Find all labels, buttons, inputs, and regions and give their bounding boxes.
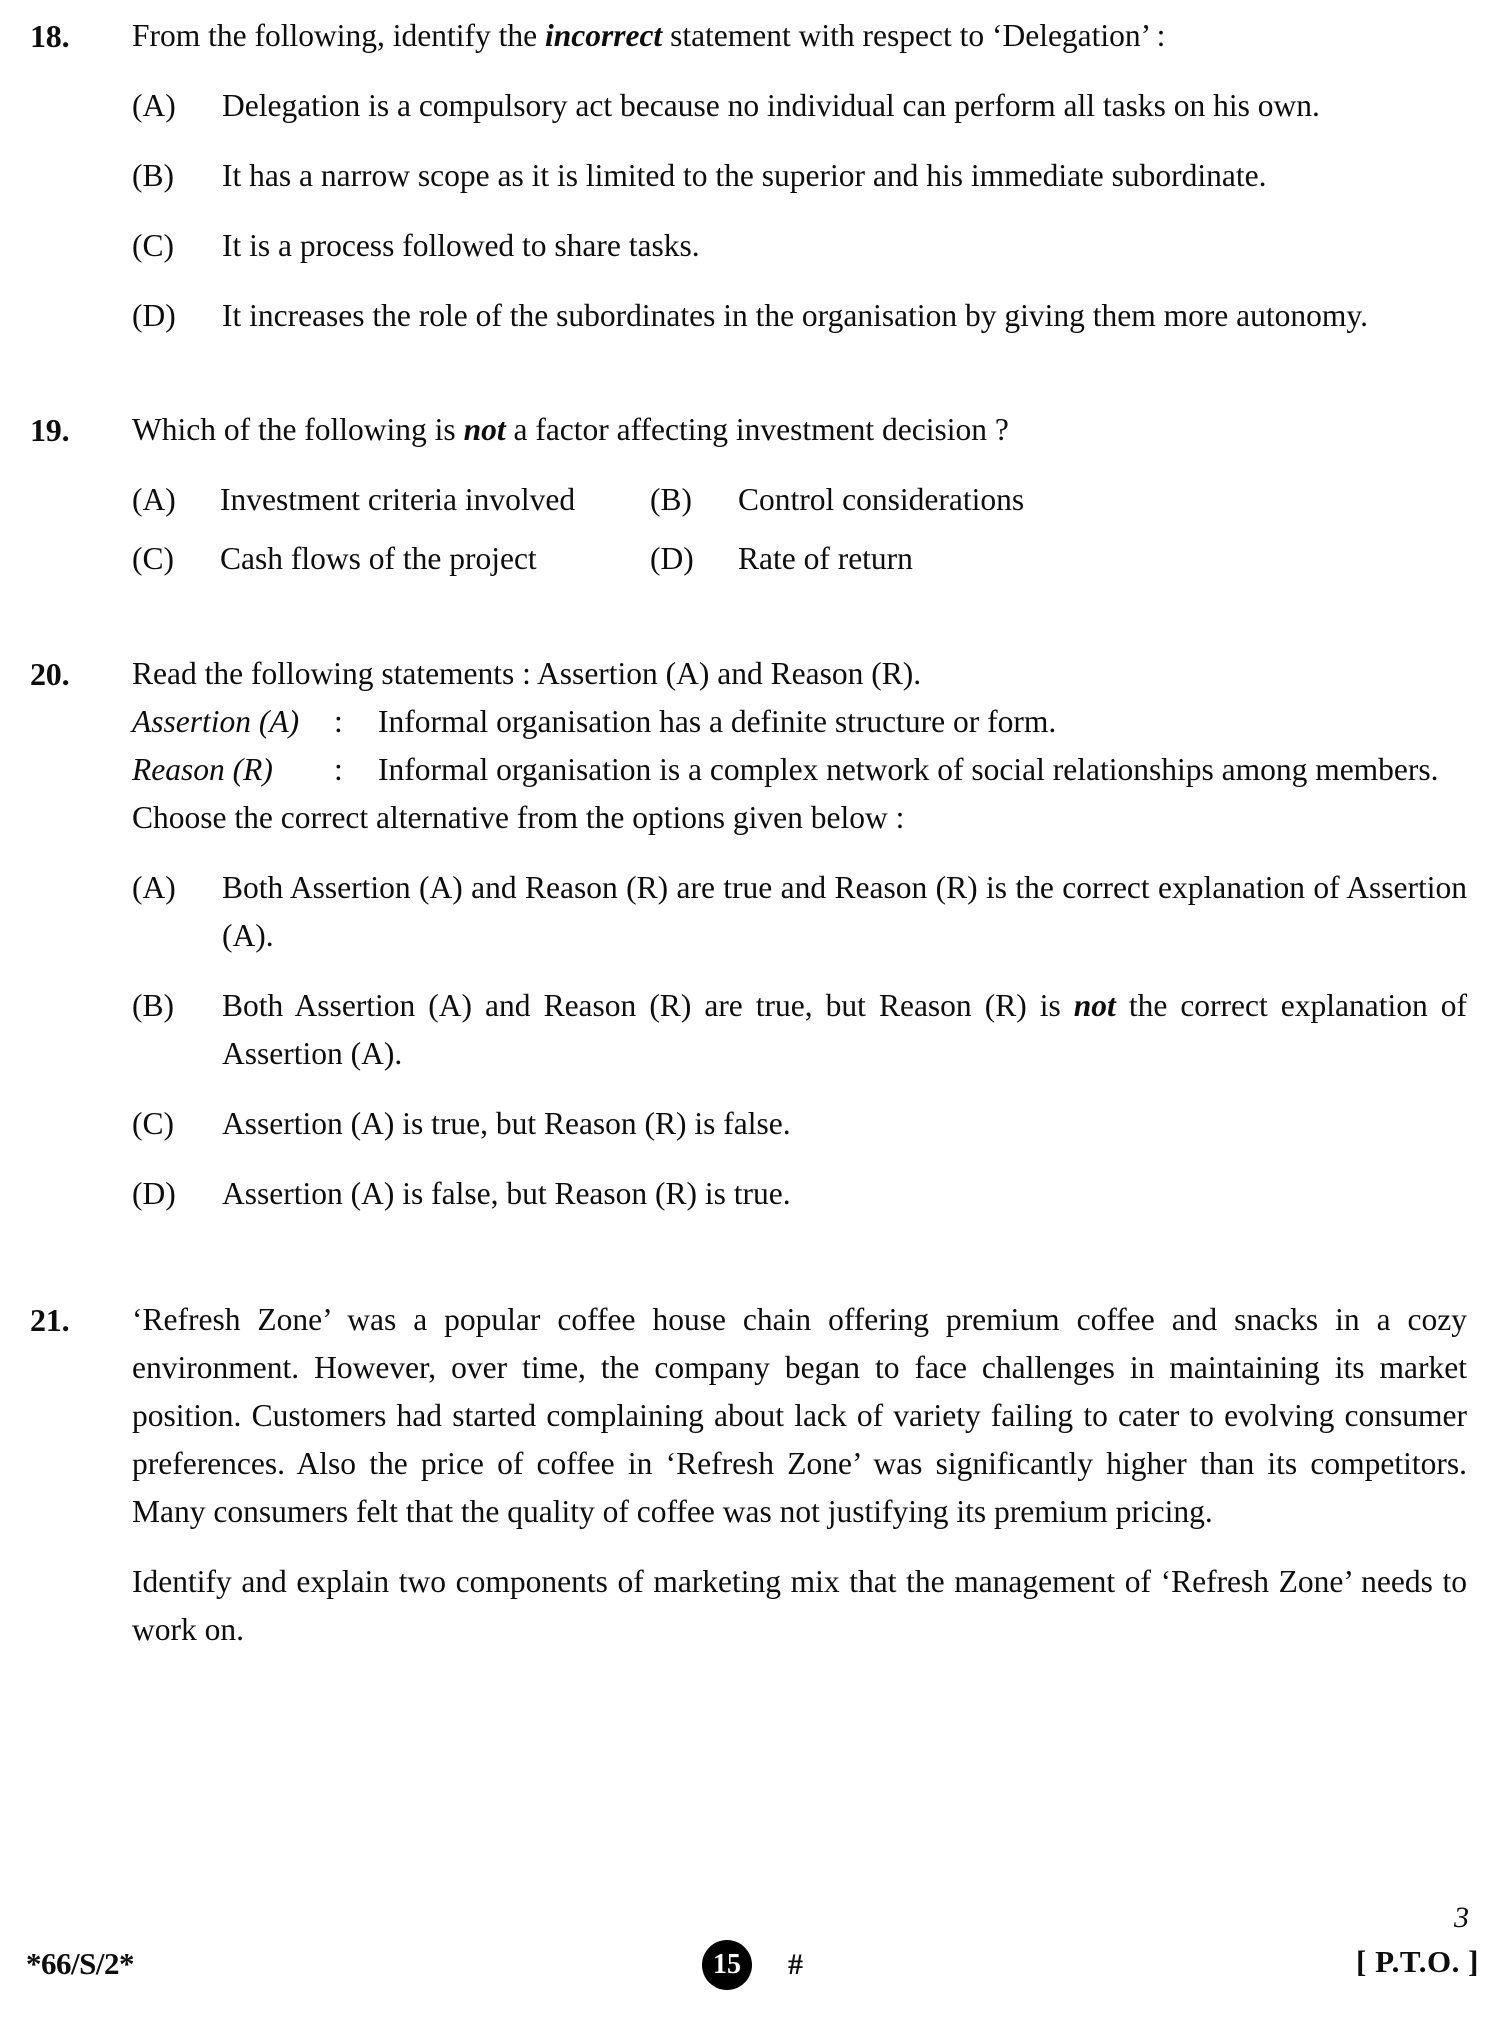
option-label: (B): [650, 482, 692, 517]
option-label: (A): [132, 482, 176, 517]
question-19-option-d[interactable]: [650, 535, 913, 583]
question-21: [30, 1296, 1467, 1536]
pto-label: [ P.T.O. ]: [1356, 1944, 1479, 1979]
question-20-option-d[interactable]: [132, 1170, 1467, 1218]
question-18-option-c[interactable]: [132, 222, 1467, 270]
question-18-option-d[interactable]: [132, 292, 1467, 340]
option-text: It increases the role of the subordinates in the organisation by giving them more autonomy.: [222, 298, 1368, 333]
question-18-stem-emphasis: incorrect: [544, 18, 663, 53]
reason-text: Informal organisation is a complex network of social relationships among members.: [378, 752, 1439, 787]
question-21-marks: 3: [1454, 1901, 1469, 1934]
option-text: Delegation is a compulsory act because no individual can perform all tasks on his own.: [222, 88, 1320, 123]
spacer: [30, 340, 1467, 384]
question-19-number: 19.: [30, 412, 70, 448]
spacer: [30, 384, 1467, 406]
option-text: It is a process followed to share tasks.: [222, 228, 700, 263]
spacer: [30, 584, 1467, 628]
question-20-assertion-row: [132, 698, 1467, 746]
question-18-option-a[interactable]: [132, 82, 1467, 130]
question-19-option-a[interactable]: [132, 476, 575, 524]
spacer: [30, 1078, 1467, 1100]
option-text: Assertion (A) is true, but Reason (R) is false.: [222, 1106, 791, 1141]
option-label: (B): [132, 988, 174, 1023]
question-18-option-b[interactable]: [132, 152, 1467, 200]
option-label: (A): [132, 88, 176, 123]
option-text: Control considerations: [738, 482, 1025, 517]
hash-mark: #: [788, 1948, 803, 1981]
option-text-part2: the correct explanation of Assertion (A).: [222, 988, 1467, 1071]
spacer: [30, 270, 1467, 292]
option-label: (C): [132, 1106, 174, 1141]
question-20-option-a[interactable]: [132, 864, 1467, 960]
question-20-option-b[interactable]: [132, 982, 1467, 1078]
option-label: (C): [132, 228, 174, 263]
option-text: It has a narrow scope as it is limited to the superior and his immediate subordinate.: [222, 158, 1267, 193]
question-20-option-c[interactable]: [132, 1100, 1467, 1148]
question-18: [30, 12, 1467, 60]
spacer: [30, 200, 1467, 222]
question-18-number: 18.: [30, 18, 70, 54]
option-label: (A): [132, 870, 176, 905]
option-text: Rate of return: [738, 541, 913, 576]
option-label: (D): [650, 541, 694, 576]
question-21-task: Identify and explain two components of marketing mix that the management of ‘Refresh Zone’ needs to work on.: [132, 1564, 1467, 1647]
question-19-stem: [132, 406, 1467, 454]
question-19-option-row-2: [132, 535, 1467, 584]
spacer: [30, 628, 1467, 650]
paper-code: *66/S/2*: [26, 1946, 134, 1981]
option-text-part1: Both Assertion (A) and Reason (R) are true, but Reason (R) is: [222, 988, 1074, 1023]
question-19-stem-emphasis: not: [463, 412, 506, 447]
option-label: (D): [132, 1176, 176, 1211]
question-18-stem: [132, 12, 1467, 60]
question-20-stem: Read the following statements : Assertion (A) and Reason (R).: [132, 656, 922, 691]
spacer: [30, 1148, 1467, 1170]
footer-center-group: [0, 1940, 1505, 1990]
option-label: (C): [132, 541, 174, 576]
option-text-emphasis: not: [1073, 988, 1116, 1023]
spacer: [30, 525, 1467, 535]
option-text: Assertion (A) is false, but Reason (R) is true.: [222, 1176, 791, 1211]
spacer: [30, 960, 1467, 982]
spacer: [30, 454, 1467, 476]
question-20-number: 20.: [30, 656, 70, 692]
option-text: Cash flows of the project: [220, 541, 537, 576]
option-label: (B): [132, 158, 174, 193]
spacer: [30, 1536, 1467, 1558]
reason-label: Reason (R): [132, 752, 273, 787]
option-text: Both Assertion (A) and Reason (R) are true and Reason (R) is the correct explanation of Assertion (A).: [222, 870, 1467, 953]
question-21-number: 21.: [30, 1302, 70, 1338]
question-21-passage: ‘Refresh Zone’ was a popular coffee house chain offering premium coffee and snacks in a cozy environment. However, over time, the company began to face challenges in maintaining its market position. Customers had started complaining about lack of variety failing to cater to evolving consumer preferences. Also the price of coffee in ‘Refresh Zone’ was significantly higher than its competitors. Many consumers felt that the quality of coffee was not justifying its premium pricing.: [132, 1302, 1467, 1529]
question-19-stem-part2: a factor affecting investment decision ?: [505, 412, 1009, 447]
question-19: [30, 406, 1467, 454]
assertion-colon: :: [334, 704, 343, 739]
spacer: [30, 1218, 1467, 1262]
question-18-stem-part2: statement with respect to ‘Delegation’ :: [662, 18, 1166, 53]
spacer: [30, 60, 1467, 82]
question-19-option-c[interactable]: [132, 535, 537, 583]
option-label: (D): [132, 298, 176, 333]
assertion-text: Informal organisation has a definite structure or form.: [378, 704, 1057, 739]
question-19-stem-part1: Which of the following is: [132, 412, 464, 447]
page-number-badge: 15: [702, 1940, 752, 1990]
assertion-label: Assertion (A): [132, 704, 300, 739]
spacer: [30, 842, 1467, 864]
question-19-option-b[interactable]: [650, 476, 1024, 524]
reason-colon: :: [334, 752, 343, 787]
spacer: [30, 130, 1467, 152]
question-20: [30, 650, 1467, 698]
question-20-choose-instruction: Choose the correct alternative from the options given below :: [132, 800, 905, 835]
question-19-option-row-1: [132, 476, 1467, 525]
option-text: Investment criteria involved: [220, 482, 576, 517]
spacer: [30, 1262, 1467, 1296]
question-20-reason-row: [132, 746, 1467, 794]
page-footer: [0, 1940, 1505, 2010]
question-18-stem-part1: From the following, identify the: [132, 18, 545, 53]
